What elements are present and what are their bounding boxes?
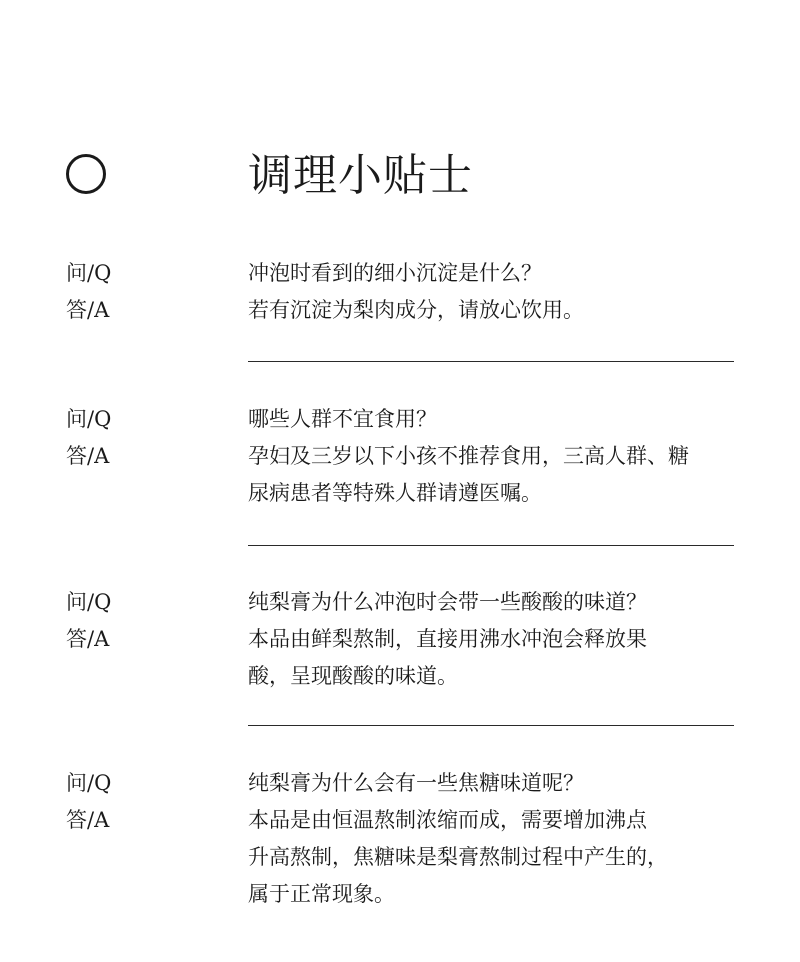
- divider: [248, 725, 734, 726]
- question-label: 问/Q: [66, 590, 112, 614]
- faq-question: 哪些人群不宜食用？: [248, 407, 437, 431]
- answer-label: 答/A: [66, 298, 110, 322]
- faq-answer-line: 本品是由恒温熬制浓缩而成，需要增加沸点: [248, 808, 647, 832]
- faq-answer-line: 若有沉淀为梨肉成分，请放心饮用。: [248, 298, 584, 322]
- circle-icon: [66, 154, 106, 194]
- faq-labels: [66, 255, 111, 329]
- divider: [248, 545, 734, 546]
- faq-labels: [66, 401, 111, 475]
- faq-content: [248, 255, 738, 329]
- faq-labels: [66, 765, 111, 839]
- answer-label: 答/A: [66, 627, 110, 651]
- faq-content: [248, 765, 738, 913]
- faq-answer-line: 属于正常现象。: [248, 882, 395, 906]
- faq-question: 冲泡时看到的细小沉淀是什么？: [248, 261, 542, 285]
- question-label: 问/Q: [66, 261, 112, 285]
- answer-label: 答/A: [66, 808, 110, 832]
- faq-content: [248, 584, 738, 695]
- question-label: 问/Q: [66, 407, 112, 431]
- faq-question: 纯梨膏为什么会有一些焦糖味道呢？: [248, 771, 584, 795]
- faq-question: 纯梨膏为什么冲泡时会带一些酸酸的味道？: [248, 590, 647, 614]
- faq-answer-line: 本品由鲜梨熬制，直接用沸水冲泡会释放果: [248, 627, 647, 651]
- question-label: 问/Q: [66, 771, 112, 795]
- answer-label: 答/A: [66, 444, 110, 468]
- faq-answer-line: 尿病患者等特殊人群请遵医嘱。: [248, 481, 542, 505]
- divider: [248, 361, 734, 362]
- faq-labels: [66, 584, 111, 658]
- faq-content: [248, 401, 738, 512]
- faq-answer-line: 酸，呈现酸酸的味道。: [248, 664, 458, 688]
- faq-answer-line: 孕妇及三岁以下小孩不推荐食用，三高人群、糖: [248, 444, 689, 468]
- faq-answer-line: 升高熬制，焦糖味是梨膏熬制过程中产生的，: [248, 845, 668, 869]
- page-title: 调理小贴士: [248, 150, 473, 201]
